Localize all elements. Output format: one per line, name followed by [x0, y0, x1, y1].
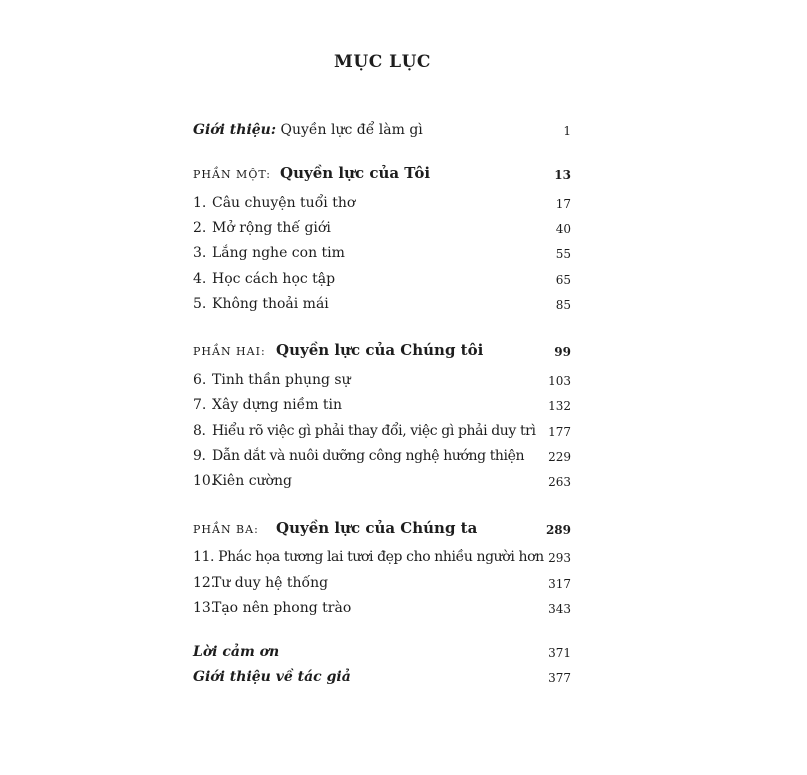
intro-lead: Giới thiệu:	[193, 122, 277, 138]
chapter-title: Tạo nên phong trào	[212, 600, 352, 616]
chapter-label	[193, 473, 292, 489]
chapter-title: Kiên cường	[212, 473, 292, 489]
toc-chapter-11[interactable]	[193, 547, 571, 569]
chapter-title: Không thoải mái	[212, 296, 329, 312]
toc-chapter-13[interactable]	[193, 598, 571, 620]
page-number: 85	[555, 298, 571, 312]
chapter-number: 6.	[193, 372, 207, 388]
chapter-title: Xây dựng niềm tin	[212, 397, 343, 413]
chapter-number: 9.	[193, 448, 206, 464]
page-number: 289	[545, 523, 571, 537]
toc-intro[interactable]	[193, 120, 571, 142]
chapter-number: 5.	[193, 296, 207, 312]
chapter-number: 7.	[193, 397, 207, 413]
back-matter-title: Giới thiệu về tác giả	[193, 669, 351, 685]
part-heading	[193, 341, 483, 359]
part-tag: PHẦN HAI:	[193, 345, 266, 358]
chapter-label	[193, 549, 544, 565]
chapter-number: 3.	[193, 245, 207, 261]
part-heading	[193, 519, 477, 537]
chapter-label	[193, 195, 355, 211]
page-number: 13	[554, 168, 571, 182]
page-number: 229	[548, 450, 571, 464]
chapter-label	[193, 271, 335, 287]
toc-acknowledgements[interactable]	[193, 642, 571, 664]
toc-chapter-3[interactable]	[193, 243, 571, 265]
intro-text: Quyền lực để làm gì	[276, 122, 423, 138]
page-number: 177	[548, 425, 571, 439]
page-number: 17	[555, 197, 571, 211]
page-number: 99	[554, 345, 571, 359]
chapter-label	[193, 423, 536, 439]
page-number: 317	[548, 577, 571, 591]
chapter-label	[193, 245, 345, 261]
toc-chapter-10[interactable]	[193, 471, 571, 493]
chapter-title: Dẫn dắt và nuôi dưỡng công nghệ hướng thiện	[212, 448, 525, 464]
page-number: 40	[555, 222, 571, 236]
part-tag: PHẦN BA:	[193, 523, 259, 536]
back-matter-title: Lời cảm ơn	[193, 644, 280, 660]
page-title: MỤC LỤC	[334, 52, 431, 72]
chapter-number: 11.	[193, 549, 215, 565]
chapter-label	[193, 600, 351, 616]
chapter-number: 4.	[193, 271, 207, 287]
chapter-number: 10.	[193, 473, 216, 489]
toc-chapter-8[interactable]	[193, 421, 571, 443]
chapter-number: 12.	[193, 575, 216, 591]
chapter-label	[193, 296, 329, 312]
chapter-label	[193, 220, 331, 236]
toc-chapter-6[interactable]	[193, 370, 571, 392]
toc-chapter-2[interactable]	[193, 218, 571, 240]
page-number: 377	[548, 671, 571, 685]
chapter-title: Học cách học tập	[212, 271, 336, 287]
chapter-label	[193, 448, 524, 464]
part-title: Quyền lực của Tôi	[280, 164, 431, 182]
toc-chapter-5[interactable]	[193, 294, 571, 316]
page-number: 65	[555, 273, 571, 287]
page-number: 371	[548, 646, 571, 660]
page-number: 1	[563, 124, 571, 138]
chapter-label	[193, 397, 342, 413]
chapter-title: Lắng nghe con tim	[212, 245, 345, 261]
chapter-number: 8.	[193, 423, 206, 439]
chapter-title: Phác họa tương lai tươi đẹp cho nhiều người hơn	[218, 549, 544, 565]
toc-part-3[interactable]	[193, 519, 571, 541]
part-tag: PHẦN MỘT:	[193, 168, 271, 181]
chapter-label	[193, 372, 351, 388]
chapter-number: 1.	[193, 195, 207, 211]
toc-part-2[interactable]	[193, 341, 571, 363]
toc-chapter-4[interactable]	[193, 269, 571, 291]
chapter-title: Hiểu rõ việc gì phải thay đổi, việc gì phải duy trì	[212, 423, 536, 439]
part-heading	[193, 164, 430, 182]
chapter-title: Câu chuyện tuổi thơ	[212, 195, 356, 211]
toc-part-1[interactable]	[193, 164, 571, 186]
chapter-title: Mở rộng thế giới	[212, 220, 331, 236]
page-number: 293	[548, 551, 571, 565]
chapter-label	[193, 575, 328, 591]
chapter-number: 2.	[193, 220, 207, 236]
chapter-title: Tư duy hệ thống	[212, 575, 329, 591]
chapter-title: Tinh thần phụng sự	[212, 372, 351, 388]
chapter-number: 13.	[193, 600, 216, 616]
toc-intro-label	[193, 122, 423, 138]
part-title: Quyền lực của Chúng ta	[276, 519, 478, 537]
page-number: 263	[548, 475, 571, 489]
toc-chapter-7[interactable]	[193, 395, 571, 417]
page-number: 343	[548, 602, 571, 616]
page-number: 103	[548, 374, 571, 388]
toc-chapter-12[interactable]	[193, 573, 571, 595]
page-number: 55	[555, 247, 571, 261]
toc-about-author[interactable]	[193, 667, 571, 689]
toc-chapter-1[interactable]	[193, 193, 571, 215]
page-number: 132	[548, 399, 571, 413]
toc-chapter-9[interactable]	[193, 446, 571, 468]
part-title: Quyền lực của Chúng tôi	[276, 341, 484, 359]
